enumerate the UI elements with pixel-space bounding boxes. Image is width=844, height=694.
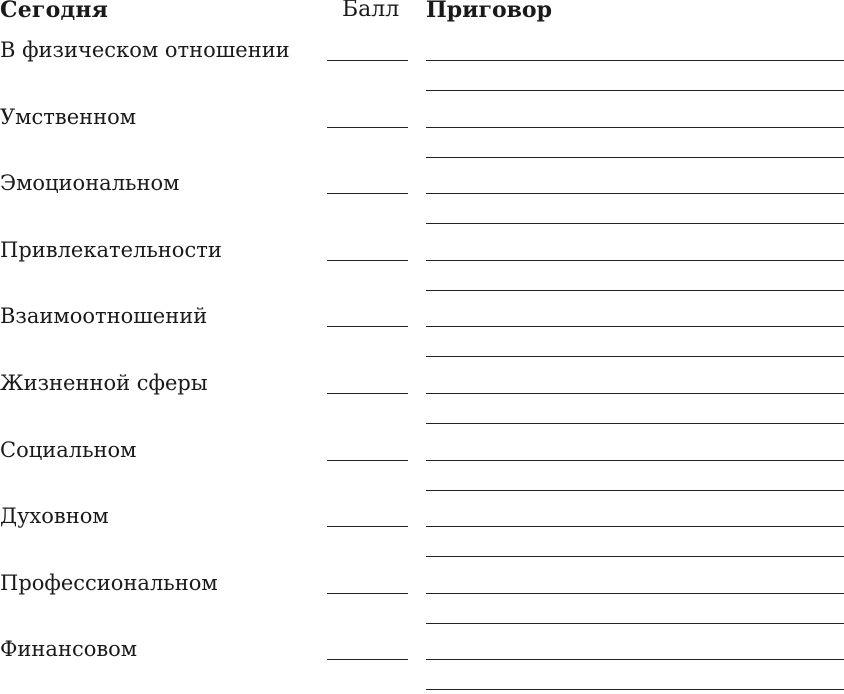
- column-header-score: Балл: [342, 0, 400, 22]
- score-blank[interactable]: [327, 659, 408, 660]
- assessment-row: [0, 161, 844, 228]
- assessment-row: [0, 294, 844, 361]
- verdict-blank[interactable]: [426, 60, 844, 61]
- verdict-blank[interactable]: [426, 356, 844, 357]
- row-label: Социальном: [0, 437, 137, 462]
- score-blank[interactable]: [327, 260, 408, 261]
- verdict-blank[interactable]: [426, 157, 844, 158]
- row-label: Эмоциональном: [0, 171, 180, 196]
- row-label: Взаимоотношений: [0, 304, 208, 329]
- row-label: В физическом отношении: [0, 38, 290, 62]
- row-label: Привлекательности: [0, 237, 222, 262]
- verdict-blank[interactable]: [426, 290, 844, 291]
- assessment-row: [0, 95, 844, 162]
- assessment-list: [0, 28, 844, 694]
- verdict-blank[interactable]: [426, 90, 844, 91]
- column-header-today: Сегодня: [0, 0, 109, 23]
- verdict-blank[interactable]: [426, 127, 844, 128]
- score-blank[interactable]: [327, 193, 408, 194]
- verdict-blank[interactable]: [426, 623, 844, 624]
- verdict-blank[interactable]: [426, 223, 844, 224]
- score-blank[interactable]: [327, 593, 408, 594]
- row-label: Профессиональном: [0, 570, 218, 595]
- verdict-blank[interactable]: [426, 260, 844, 261]
- verdict-blank[interactable]: [426, 460, 844, 461]
- assessment-row: [0, 428, 844, 495]
- row-label: Духовном: [0, 504, 109, 529]
- score-blank[interactable]: [327, 60, 408, 61]
- score-blank[interactable]: [327, 326, 408, 327]
- assessment-row: [0, 561, 844, 628]
- verdict-blank[interactable]: [426, 593, 844, 594]
- verdict-blank[interactable]: [426, 526, 844, 527]
- assessment-row: [0, 361, 844, 428]
- verdict-blank[interactable]: [426, 659, 844, 660]
- verdict-blank[interactable]: [426, 193, 844, 194]
- column-header-verdict: Приговор: [426, 0, 552, 23]
- verdict-blank[interactable]: [426, 393, 844, 394]
- score-blank[interactable]: [327, 460, 408, 461]
- row-label: Жизненной сферы: [0, 370, 208, 395]
- assessment-row: [0, 494, 844, 561]
- score-blank[interactable]: [327, 127, 408, 128]
- assessment-row: [0, 228, 844, 295]
- score-blank[interactable]: [327, 526, 408, 527]
- verdict-blank[interactable]: [426, 556, 844, 557]
- assessment-row: [0, 28, 844, 95]
- row-label: Финансовом: [0, 637, 138, 662]
- assessment-row: [0, 627, 844, 694]
- verdict-blank[interactable]: [426, 689, 844, 690]
- verdict-blank[interactable]: [426, 326, 844, 327]
- verdict-blank[interactable]: [426, 490, 844, 491]
- verdict-blank[interactable]: [426, 423, 844, 424]
- row-label: Умственном: [0, 104, 137, 129]
- score-blank[interactable]: [327, 393, 408, 394]
- table-header: [0, 0, 844, 28]
